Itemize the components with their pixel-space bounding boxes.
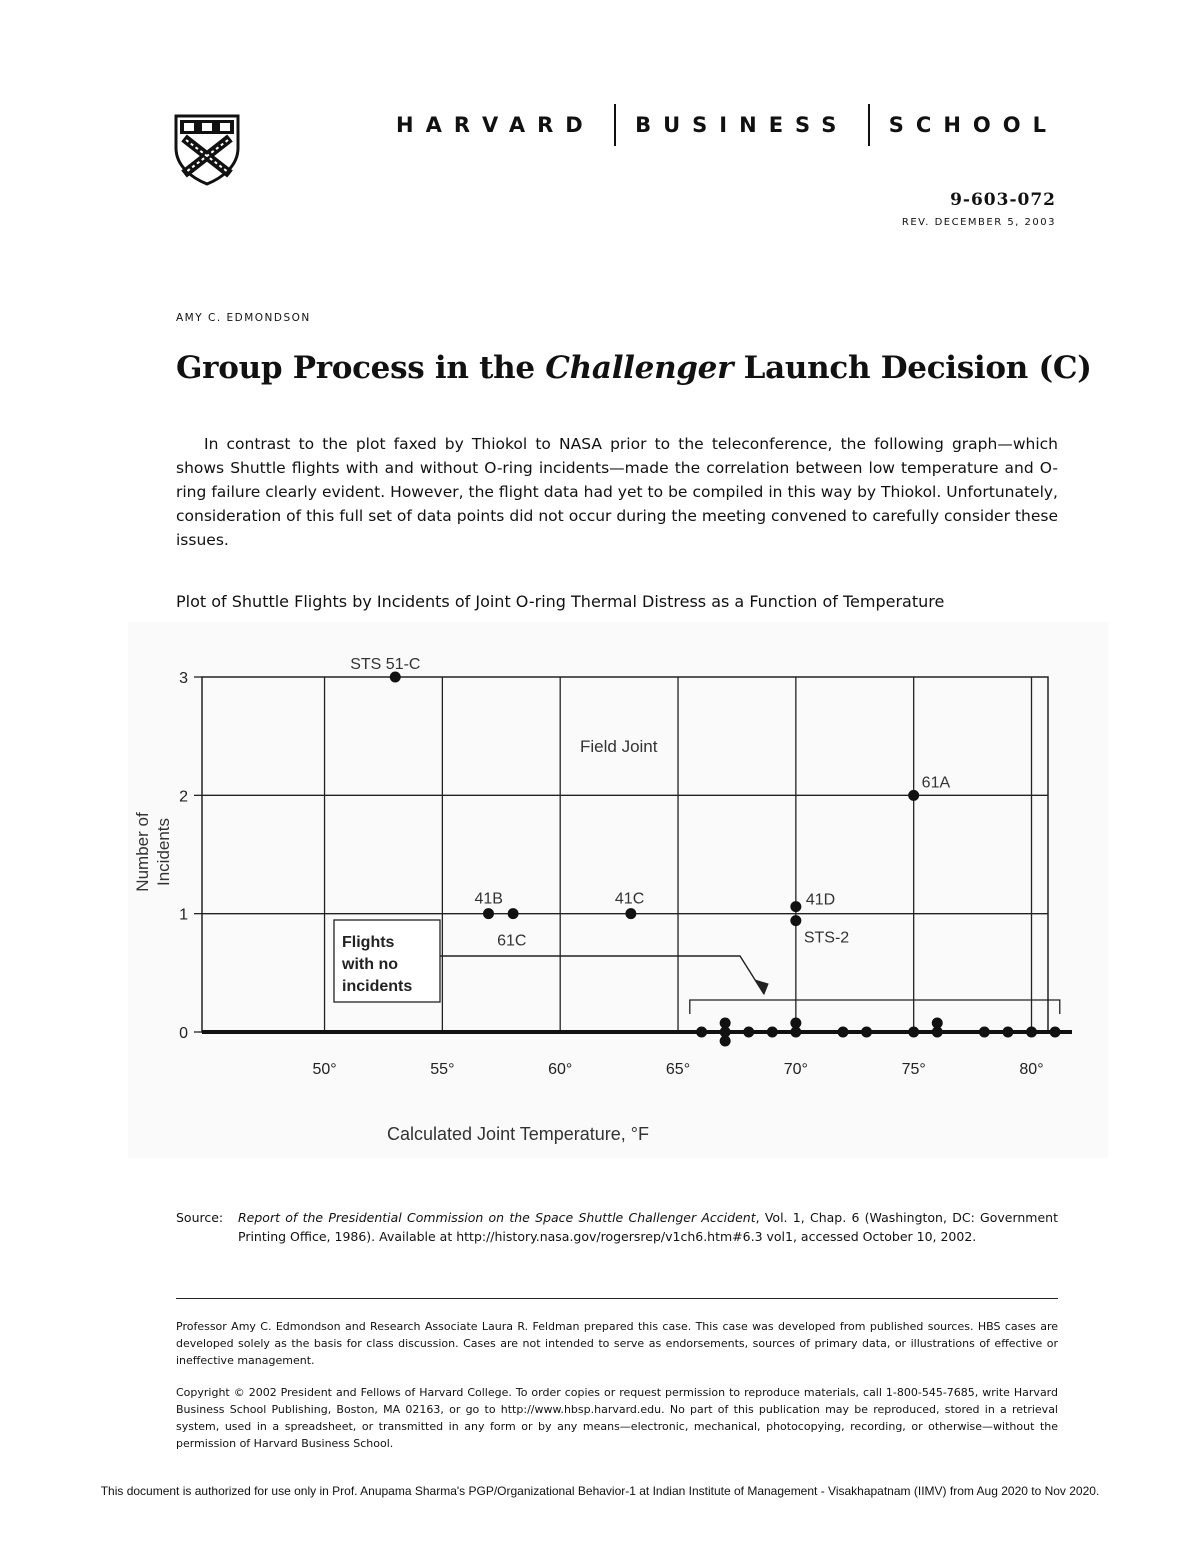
masthead-school: SCHOOL — [888, 113, 1058, 137]
case-number: 9-603-072 — [950, 190, 1056, 210]
y-tick-label: 0 — [179, 1025, 188, 1042]
masthead-business: BUSINESS — [635, 113, 849, 137]
data-point-label: 61A — [921, 774, 951, 792]
callout-text-line: Flights — [342, 934, 395, 951]
callout-text-line: incidents — [342, 978, 413, 995]
data-point — [979, 1027, 990, 1038]
x-tick-label: 50° — [312, 1061, 337, 1078]
x-tick-label: 60° — [548, 1061, 573, 1078]
data-point — [720, 1036, 731, 1047]
data-point — [861, 1027, 872, 1038]
authorization-footer: This document is authorized for use only in Prof. Anupama Sharma's PGP/Organizational Behavior-1 at Indian Institute of Management - Visakhapatnam (IIMV) from Aug 2020 to Nov 2020. — [100, 1484, 1100, 1498]
x-tick-label: 55° — [430, 1061, 455, 1078]
title-part-2: Launch Decision (C) — [733, 350, 1092, 386]
data-point — [790, 1018, 801, 1029]
data-point — [625, 908, 636, 919]
zero-flights-bracket — [690, 1000, 1060, 1014]
data-point — [932, 1018, 943, 1029]
data-point — [908, 1027, 919, 1038]
data-point-label: STS 51-C — [350, 656, 421, 673]
data-point — [767, 1027, 778, 1038]
masthead-divider — [614, 104, 616, 146]
x-tick-label: 80° — [1019, 1061, 1044, 1078]
y-axis-label-line: Incidents — [154, 817, 173, 887]
copyright-note: Copyright © 2002 President and Fellows of Harvard College. To order copies or request permission to reproduce materials, call 1-800-545-7685, write Harvard Business School Publishing, Boston, MA 02163, or go to http://www.hbsp.harvard.edu. No part of this publication may be reproduced, stored in a retrieval system, used in a spreadsheet, or transmitted in any form or by any means—electronic, mechanical, photocopying, recording, or otherwise—without the permission of Harvard Business School. — [176, 1386, 1058, 1450]
intro-paragraph: In contrast to the plot faxed by Thiokol to NASA prior to the teleconference, the following graph—which shows Shuttle flights with and without O-ring incidents—made the correlation between low temperature and O-ring failure clearly evident. However, the flight data had yet to be compiled in this way by Thiokol. Unfortunately, consideration of this full set of data points did not occur during the meeting convened to carefully consider these issues. — [176, 435, 1058, 549]
school-masthead — [396, 108, 1058, 142]
y-tick-label: 3 — [179, 670, 188, 687]
data-point — [720, 1018, 731, 1029]
callout-arrowhead — [755, 980, 768, 994]
data-point-label: STS-2 — [803, 929, 850, 947]
y-tick-label: 1 — [179, 906, 188, 924]
y-axis-label — [133, 812, 173, 892]
revision-date: REV. DECEMBER 5, 2003 — [901, 217, 1056, 228]
y-tick-label: 2 — [179, 788, 188, 806]
callout-text-line: with no — [342, 956, 398, 973]
source-label: Source: — [176, 1210, 224, 1225]
chart-area — [128, 622, 1108, 1158]
source-report-title: Report of the Presidential Commission on the Space Shuttle Challenger Accident — [238, 1210, 756, 1225]
data-point-label: 61C — [497, 932, 527, 950]
y-axis-label-line: Number of — [133, 812, 152, 892]
source-text — [238, 1208, 1058, 1246]
x-tick-label: 70° — [783, 1061, 808, 1078]
author-name: AMY C. EDMONDSON — [176, 312, 311, 324]
masthead-harvard: HARVARD — [396, 113, 595, 137]
data-point — [483, 908, 494, 919]
title-part-1: Group Process in the — [176, 350, 546, 386]
data-point — [1026, 1027, 1037, 1038]
document-title — [176, 350, 1092, 386]
title-italic: Challenger — [545, 350, 734, 386]
x-tick-label: 65° — [665, 1061, 691, 1078]
data-point — [790, 915, 801, 926]
chart-caption: Plot of Shuttle Flights by Incidents of Joint O-ring Thermal Distress as a Function of Temperature — [176, 592, 945, 611]
data-point — [1050, 1027, 1061, 1038]
data-point — [908, 790, 919, 801]
x-tick-label: 75° — [901, 1061, 926, 1078]
data-point — [390, 672, 401, 683]
data-point-label: 41D — [805, 891, 836, 909]
temperature-incident-chart — [128, 622, 1108, 1158]
data-point — [743, 1027, 754, 1038]
data-point — [696, 1027, 707, 1038]
data-point — [837, 1027, 848, 1038]
data-point — [508, 908, 519, 919]
data-point-label: 41C — [614, 890, 645, 908]
plot-frame — [202, 677, 1048, 1032]
harvard-shield-logo — [172, 112, 242, 186]
data-point — [1002, 1027, 1013, 1038]
source-citation — [176, 1208, 1058, 1246]
field-joint-annotation: Field Joint — [580, 737, 658, 756]
prepared-note: Professor Amy C. Edmondson and Research Associate Laura R. Feldman prepared this case. This case was developed from published sources. HBS cases are developed solely as the basis for class discussion. Cases are not intended to serve as endorsements, sources of primary data, or illustrations of effective or ineffective management. — [176, 1320, 1058, 1367]
callout-arrow — [440, 956, 764, 994]
x-axis-label: Calculated Joint Temperature, °F — [387, 1124, 649, 1144]
data-point-label: 41B — [474, 890, 503, 908]
masthead-divider — [868, 104, 870, 146]
data-point — [790, 901, 801, 912]
source-details: , Vol. 1, Chap. 6 (Washington, DC: Government Printing Office, 1986). Available at http://history.nasa.gov/rogersrep/v1ch6.htm#6.3 vol1, accessed October 10, 2002. — [238, 1210, 1058, 1244]
footnote-divider — [176, 1298, 1058, 1299]
